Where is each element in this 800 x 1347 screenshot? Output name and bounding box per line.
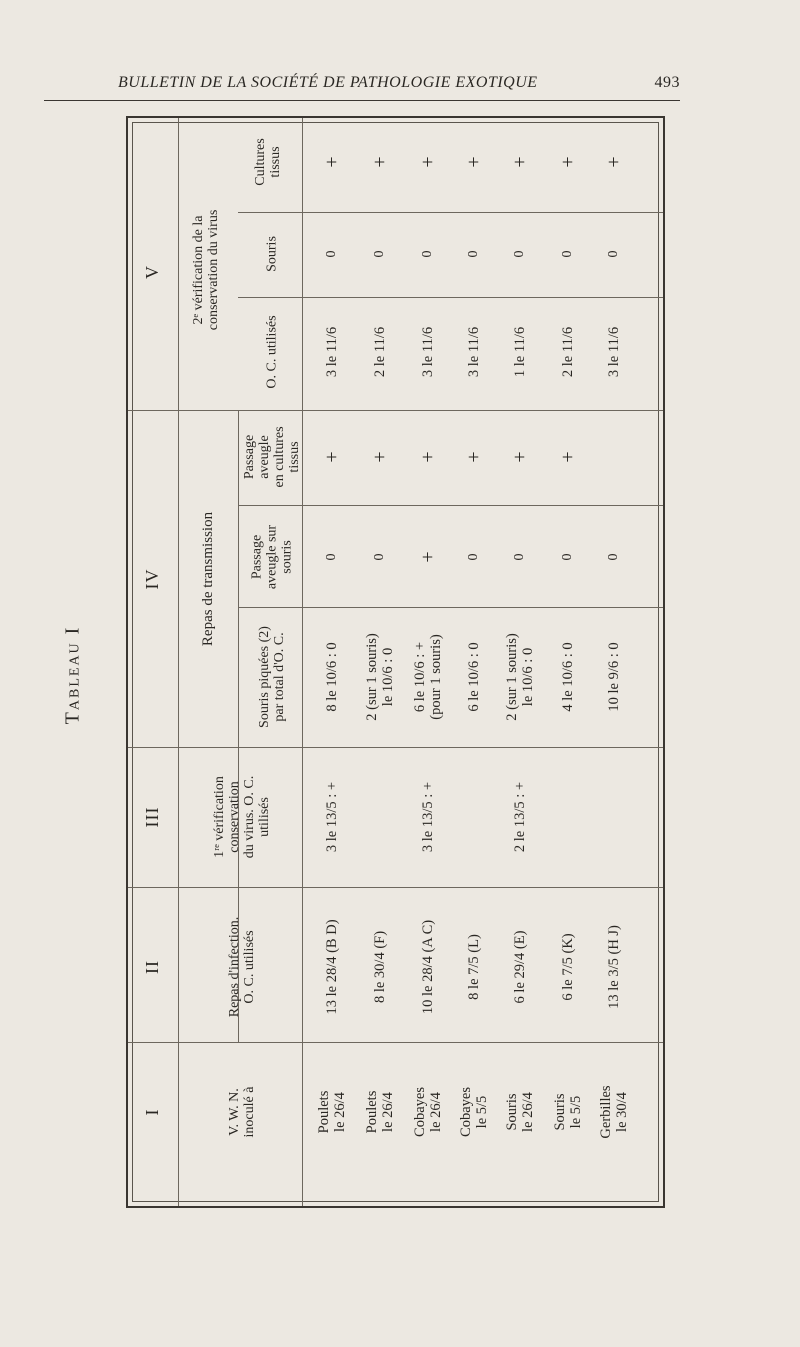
row-1-inoculated-text: Poulets le 26/4	[316, 1090, 348, 1134]
row-4-inoculated-text: Cobayes le 5/5	[458, 1087, 490, 1137]
v-sub-1	[238, 212, 663, 213]
header-oc-used-text: O. C. utilisés	[264, 315, 280, 389]
band-v-iv	[128, 410, 663, 411]
header-verification2-text: 2ᵉ vérification de la conservation du virus	[191, 209, 221, 331]
iv-sub-1	[238, 505, 663, 506]
header-verification1-text: 1ʳᵉ vérification conservation du virus. O. C. utilisés	[212, 775, 272, 859]
row-4-mice-text: 0	[466, 250, 481, 258]
row-3-oc-used-text: 3 le 11/6	[420, 326, 436, 378]
row-6-inoculated-text: Souris le 5/5	[552, 1093, 584, 1131]
row-3-verif1-text: 3 le 13/5 : +	[420, 781, 436, 853]
row-5-mice-text: 0	[512, 250, 527, 258]
v-sub-2	[238, 297, 663, 298]
page-number: 493	[654, 74, 680, 91]
row-5-inoculated-text: Souris le 26/4	[504, 1092, 536, 1132]
row-6-blind-mice-text: 0	[560, 553, 575, 561]
row-5-cultures-text: +	[509, 156, 531, 168]
row-3-mice-text: 0	[420, 250, 435, 258]
roman-iv-text: IV	[142, 568, 162, 590]
row-7-mice-pricked-text: 10 le 9/6 : 0	[606, 642, 622, 712]
header-blind-mice-text: Passage aveugle sur souris	[249, 524, 295, 590]
roman-v-text: V	[142, 265, 162, 279]
row-4-oc-used-text: 3 le 11/6	[466, 326, 482, 378]
row-6-cultures-text: +	[557, 156, 579, 168]
row-7-blind-mice-text: 0	[606, 553, 621, 561]
iv-sub-2	[238, 607, 663, 608]
row-7-inoculated-text: Gerbilles le 30/4	[598, 1085, 630, 1139]
row-6-mice-pricked-text: 4 le 10/6 : 0	[560, 642, 576, 712]
row-4-mice-pricked-text: 6 le 10/6 : 0	[466, 642, 482, 712]
row-5-blind-cultures-text: +	[509, 451, 531, 463]
row-2-mice-text: 0	[372, 250, 387, 258]
row-6-mice-text: 0	[560, 250, 575, 258]
row-2-inoculated-text: Poulets le 26/4	[364, 1090, 396, 1134]
row-1-blind-cultures-text: +	[321, 451, 343, 463]
row-2-oc-used-text: 2 le 11/6	[372, 326, 388, 378]
header-infection-meal-text: Repas d'infection. O. C. utilisés	[227, 916, 257, 1018]
row-4-blind-mice-text: 0	[466, 553, 481, 561]
row-2-cultures-text: +	[369, 156, 391, 168]
data-table	[126, 116, 665, 1208]
row-6-oc-used-text: 2 le 11/6	[560, 326, 576, 378]
row-1-mice-text: 0	[324, 250, 339, 258]
row-3-mice-pricked-text: 6 le 10/6 : + (pour 1 souris)	[412, 634, 444, 720]
roman-iii-text: III	[142, 806, 162, 828]
row-5-oc-used-text: 1 le 11/6	[512, 326, 528, 378]
row-1-mice-pricked-text: 8 le 10/6 : 0	[324, 642, 340, 712]
header-inoculated-text: V. W. N. inoculé à	[227, 1086, 257, 1138]
header-cultures-text: Cultures tissus	[253, 138, 283, 186]
header-mice-pricked-text: Souris piquées (2) par total d'O. C.	[257, 626, 287, 728]
row-2-infection-text: 8 le 30/4 (F)	[372, 930, 388, 1004]
row-3-cultures-text: +	[417, 156, 439, 168]
roman-ii-text: II	[142, 960, 162, 974]
row-2-blind-cultures-text: +	[369, 451, 391, 463]
header-blind-cultures-text: Passage aveugle en cultures tissus	[242, 426, 302, 488]
row-5-verif1-text: 2 le 13/5 : +	[512, 781, 528, 853]
band-ii-i	[128, 1042, 663, 1043]
roman-i-text: I	[142, 1108, 162, 1116]
row-1-oc-used-text: 3 le 11/6	[324, 326, 340, 378]
row-7-cultures-text: +	[603, 156, 625, 168]
row-1-cultures-text: +	[321, 156, 343, 168]
row-7-mice-text: 0	[606, 250, 621, 258]
row-4-cultures-text: +	[463, 156, 485, 168]
row-3-infection-text: 10 le 28/4 (A C)	[420, 919, 436, 1015]
row-2-mice-pricked-text: 2 (sur 1 souris) le 10/6 : 0	[364, 633, 396, 721]
header-transmission-text: Repas de transmission	[200, 511, 216, 647]
row-6-blind-cultures-text: +	[557, 451, 579, 463]
row-1-blind-mice-text: 0	[324, 553, 339, 561]
row-7-infection-text: 13 le 3/5 (H J)	[606, 925, 622, 1009]
row-5-infection-text: 6 le 29/4 (E)	[512, 930, 528, 1004]
row-3-blind-mice-text: +	[417, 551, 439, 563]
row-6-infection-text: 6 le 7/5 (K)	[560, 933, 576, 1001]
running-title: BULLETIN DE LA SOCIÉTÉ DE PATHOLOGIE EXOTIQUE	[118, 74, 538, 91]
table-caption: Tableau I	[61, 625, 84, 725]
band-iii-ii	[128, 887, 663, 888]
row-2-blind-mice-text: 0	[372, 553, 387, 561]
row-4-blind-cultures-text: +	[463, 451, 485, 463]
row-3-inoculated-text: Cobayes le 26/4	[412, 1087, 444, 1137]
row-1-infection-text: 13 le 28/4 (B D)	[324, 919, 340, 1015]
row-7-oc-used-text: 3 le 11/6	[606, 326, 622, 378]
header-mice-text: Souris	[264, 236, 280, 272]
running-head	[44, 70, 680, 101]
row-5-blind-mice-text: 0	[512, 553, 527, 561]
row-5-mice-pricked-text: 2 (sur 1 souris) le 10/6 : 0	[504, 633, 536, 721]
row-1-verif1-text: 3 le 13/5 : +	[324, 781, 340, 853]
band-iv-iii	[128, 747, 663, 748]
row-3-blind-cultures-text: +	[417, 451, 439, 463]
row-4-infection-text: 8 le 7/5 (L)	[466, 934, 482, 1000]
